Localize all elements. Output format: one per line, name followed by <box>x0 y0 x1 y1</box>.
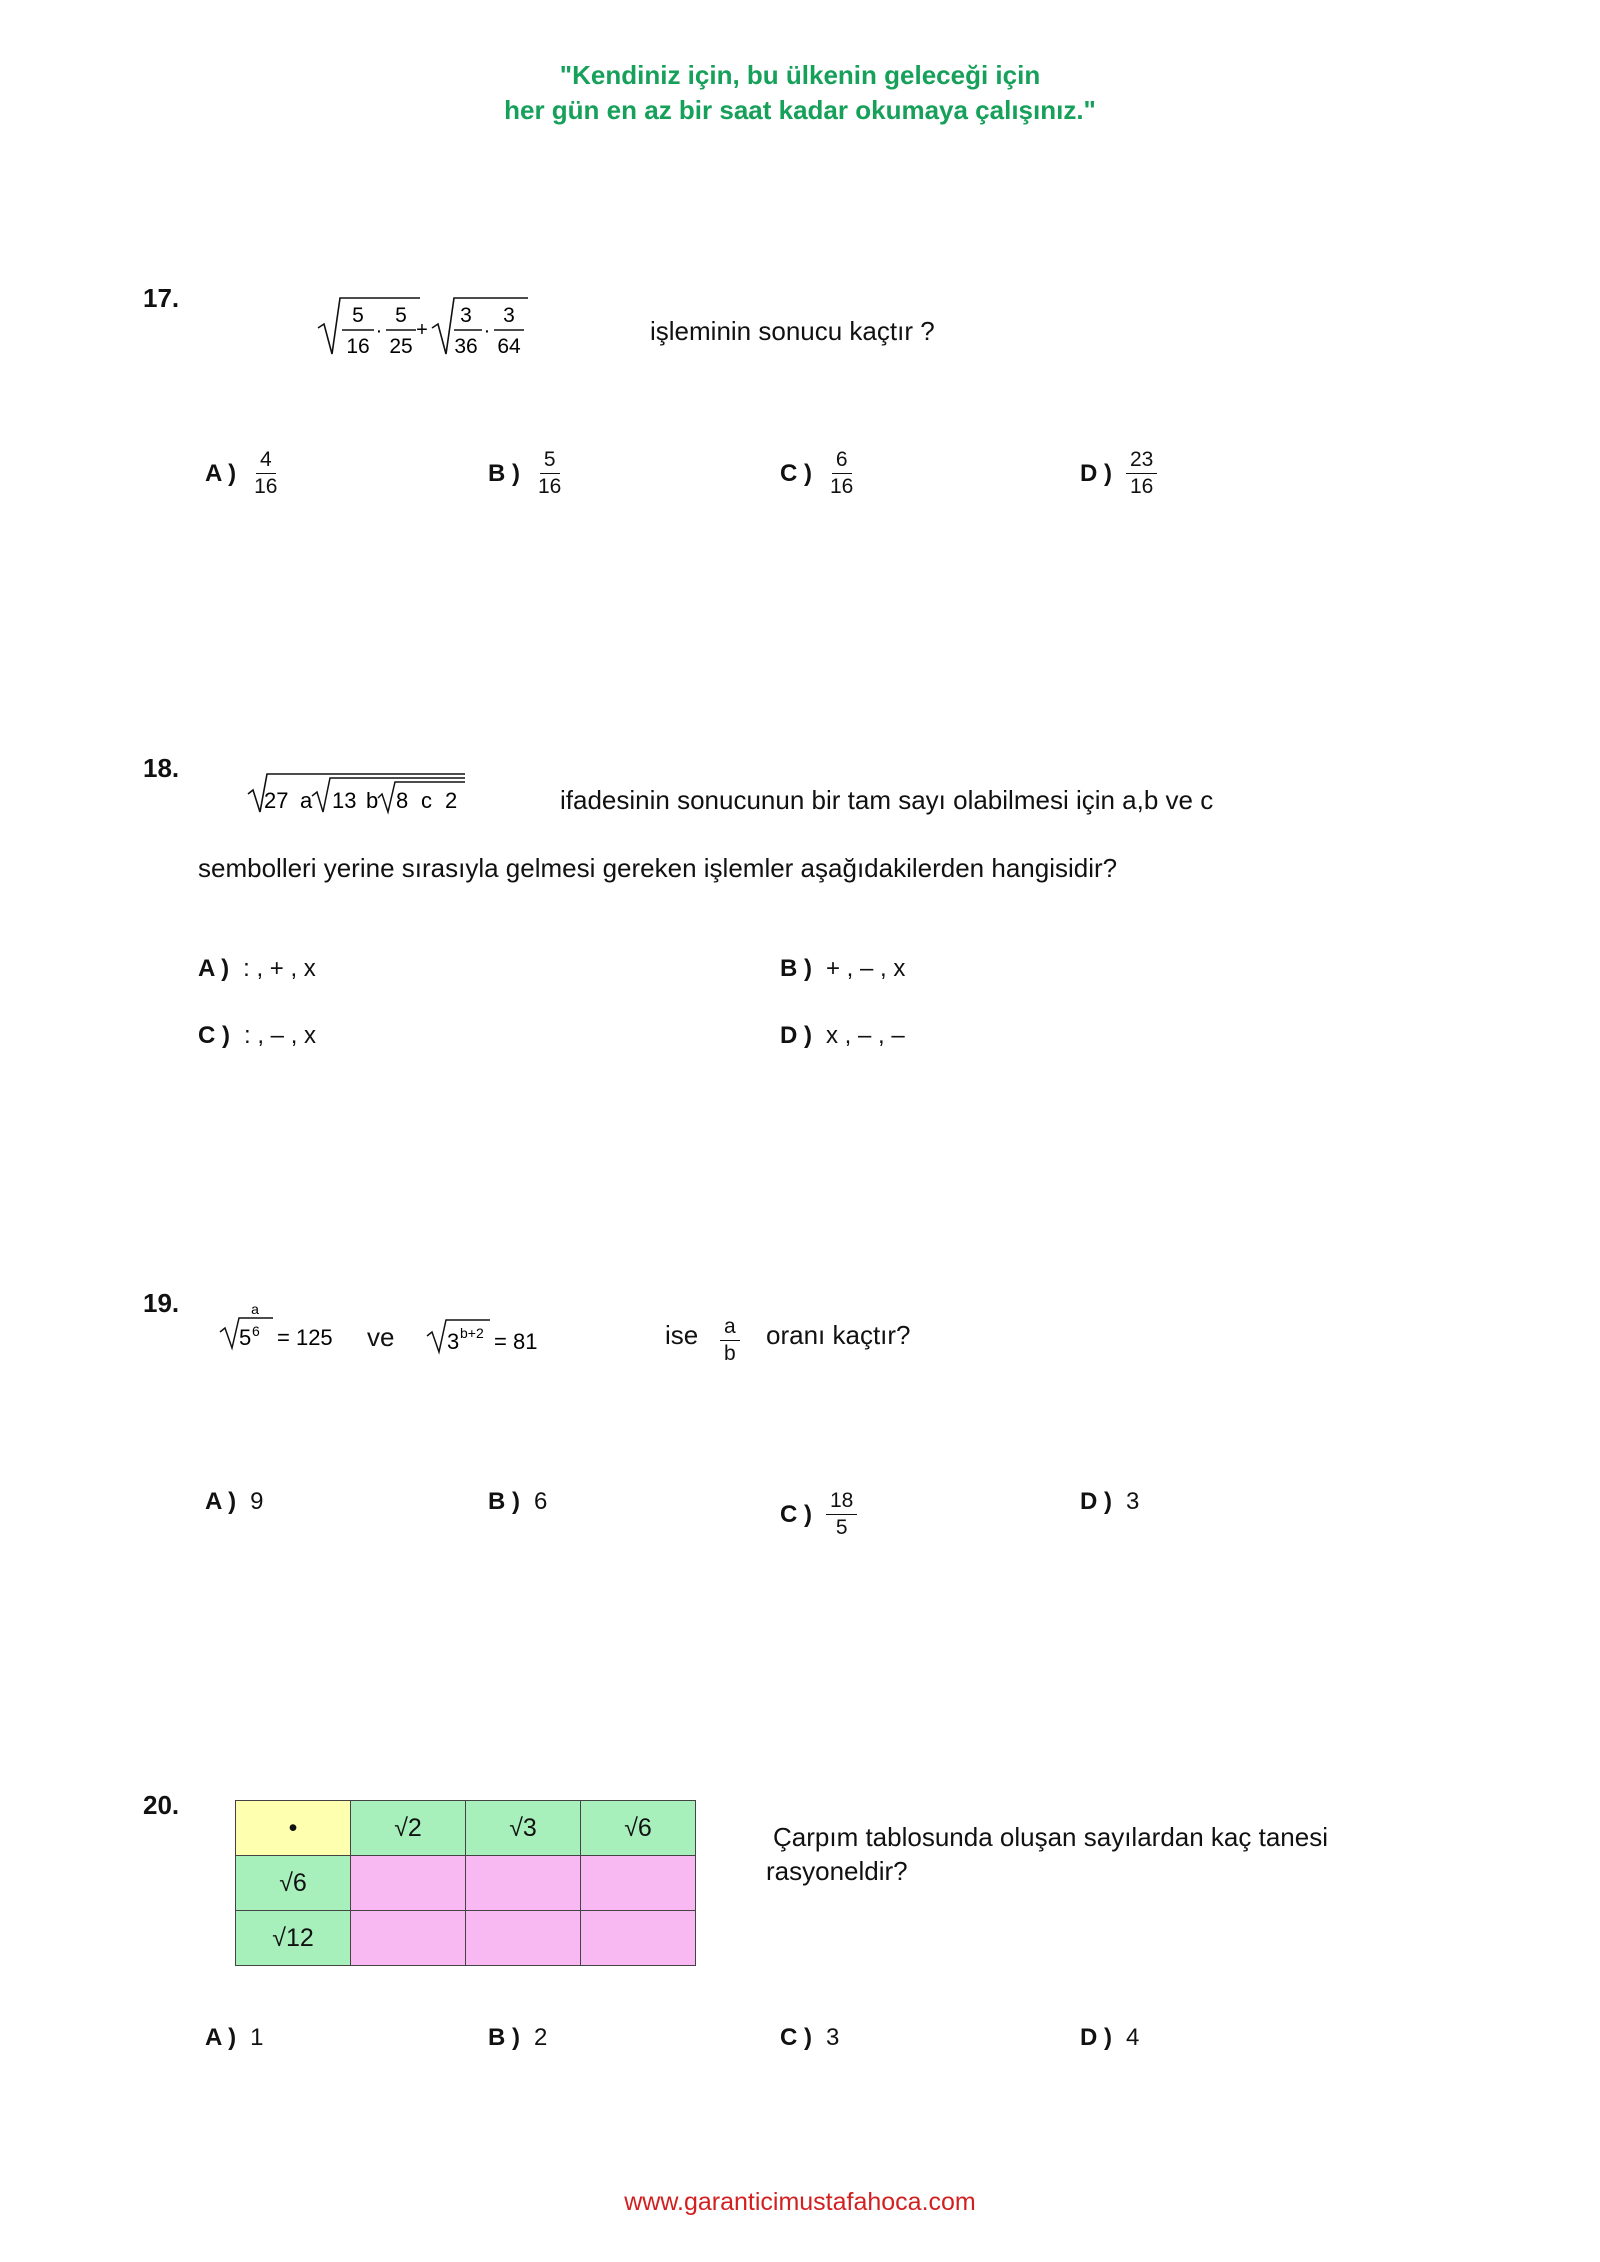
option-label: D ) <box>1080 2024 1112 2051</box>
question-18-expression <box>245 768 475 818</box>
q20-option-b[interactable] <box>488 2024 547 2052</box>
q19-ise: ise <box>665 1320 699 1350</box>
multiplication-table <box>235 1800 696 1966</box>
option-label: A ) <box>205 1488 237 1515</box>
option-label: B ) <box>488 2024 520 2051</box>
option-value: 6 <box>534 1488 548 1515</box>
table-col-header: √3 <box>466 1801 581 1856</box>
table-corner: • <box>236 1801 351 1856</box>
option-fraction: $\frac{5}{16}$ <box>538 448 562 498</box>
option-fraction: $\frac{18}{5}$ <box>826 1488 857 1541</box>
q18-option-d[interactable] <box>780 1022 905 1050</box>
question-17-number: 17. <box>143 283 180 313</box>
motto-line-2: her gün en az bir saat kadar okumaya çalışınız." <box>504 95 1096 125</box>
q18-c: c <box>421 788 432 813</box>
q17-option-a[interactable] <box>205 447 281 500</box>
motto-header <box>0 58 1600 128</box>
option-value: + , – , x <box>826 955 906 982</box>
table-cell <box>581 1911 696 1966</box>
q20-option-d[interactable] <box>1080 2024 1139 2052</box>
question-18-text-1: ifadesinin sonucunun bir tam sayı olabilmesi için a,b ve c <box>560 785 1214 815</box>
table-cell <box>466 1911 581 1966</box>
option-label: C ) <box>198 1022 230 1049</box>
q19-rhs-2: = 81 <box>494 1329 538 1354</box>
table-cell <box>581 1856 696 1911</box>
option-label: B ) <box>488 1488 520 1515</box>
q19-ve: ve <box>367 1322 395 1352</box>
svg-text:·: · <box>483 320 491 342</box>
option-value: x , – , – <box>826 1022 905 1049</box>
q17-n4: 3 <box>503 304 515 327</box>
table-col-header: √2 <box>351 1801 466 1856</box>
q17-d4: 64 <box>497 335 521 358</box>
option-value: 3 <box>826 2024 840 2051</box>
option-fraction: $\frac{4}{16}$ <box>254 448 278 498</box>
option-label: C ) <box>780 459 812 487</box>
q19-option-d[interactable] <box>1080 1488 1139 1516</box>
table-cell <box>351 1856 466 1911</box>
option-value: 2 <box>534 2024 548 2051</box>
q17-option-c[interactable] <box>780 447 857 500</box>
q17-d2: 25 <box>389 335 413 358</box>
q17-d1: 16 <box>346 335 370 358</box>
option-label: A ) <box>198 955 230 982</box>
option-value: 9 <box>250 1488 264 1515</box>
q18-t4: 2 <box>445 788 458 813</box>
question-17-expression <box>310 286 540 366</box>
table-row-header: √6 <box>236 1856 351 1911</box>
q17-option-d[interactable] <box>1080 447 1157 500</box>
q17-d3: 36 <box>454 335 478 358</box>
option-label: A ) <box>205 459 237 487</box>
q17-n1: 5 <box>352 304 364 327</box>
option-value: : , – , x <box>244 1022 317 1049</box>
q17-n2: 5 <box>395 304 407 327</box>
q19-option-a[interactable] <box>205 1488 263 1516</box>
svg-text:·: · <box>375 320 383 342</box>
q18-a: a <box>300 788 313 813</box>
q19-ratio: $\frac{a}{b}$ <box>720 1314 740 1367</box>
footer-url[interactable]: www.garanticimustafahoca.com <box>624 2188 976 2216</box>
q19-root-index: a <box>251 1301 259 1317</box>
option-label: C ) <box>780 1500 812 1528</box>
option-value: : , + , x <box>243 955 316 982</box>
question-18-number: 18. <box>143 753 180 783</box>
q17-n3: 3 <box>460 304 472 327</box>
question-19-text: oranı kaçtır? <box>766 1320 911 1350</box>
option-label: B ) <box>780 955 812 982</box>
question-17-text: işleminin sonucu kaçtır ? <box>650 316 935 346</box>
option-value: 4 <box>1126 2024 1140 2051</box>
q18-t1: 27 <box>264 788 289 813</box>
question-20-number: 20. <box>143 1790 180 1820</box>
option-label: C ) <box>780 2024 812 2051</box>
option-label: D ) <box>780 1022 812 1049</box>
q18-b: b <box>366 788 379 813</box>
option-label: D ) <box>1080 459 1112 487</box>
table-row-header: √12 <box>236 1911 351 1966</box>
option-fraction: $\frac{6}{16}$ <box>830 448 854 498</box>
table-cell <box>351 1911 466 1966</box>
q19-option-c[interactable] <box>780 1488 857 1541</box>
question-19-equation-1 <box>215 1296 345 1352</box>
q20-option-a[interactable] <box>205 2024 263 2052</box>
q19-base-2: 3 <box>447 1329 460 1354</box>
option-label: B ) <box>488 459 520 487</box>
question-19-number: 19. <box>143 1288 180 1318</box>
q18-t2: 13 <box>332 788 357 813</box>
q18-t3: 8 <box>396 788 409 813</box>
question-18-text-2: sembolleri yerine sırasıyla gelmesi gereken işlemler aşağıdakilerden hangisidir? <box>198 853 1118 883</box>
q18-option-a[interactable] <box>198 955 316 983</box>
q19-rhs-1: = 125 <box>277 1325 333 1350</box>
question-20-text-2: rasyoneldir? <box>766 1856 908 1886</box>
option-value: 1 <box>250 2024 264 2051</box>
q18-option-c[interactable] <box>198 1022 316 1050</box>
table-cell <box>466 1856 581 1911</box>
option-label: A ) <box>205 2024 237 2051</box>
question-20-text-1: Çarpım tablosunda oluşan sayılardan kaç tanesi <box>773 1822 1328 1852</box>
q19-base-1: 5 <box>239 1325 252 1350</box>
option-label: D ) <box>1080 1488 1112 1515</box>
option-value: 3 <box>1126 1488 1140 1515</box>
q19-option-b[interactable] <box>488 1488 547 1516</box>
q19-exp-1: 6 <box>252 1323 260 1339</box>
motto-line-1: "Kendiniz için, bu ülkenin geleceği için <box>559 60 1041 90</box>
q17-option-b[interactable] <box>488 447 565 500</box>
q18-option-b[interactable] <box>780 955 905 983</box>
q19-exp-2: b+2 <box>460 1325 484 1341</box>
option-fraction: $\frac{23}{16}$ <box>1126 447 1157 500</box>
q17-plus: + <box>416 319 428 341</box>
table-col-header: √6 <box>581 1801 696 1856</box>
question-19-equation-2 <box>422 1310 552 1356</box>
q20-option-c[interactable] <box>780 2024 839 2052</box>
